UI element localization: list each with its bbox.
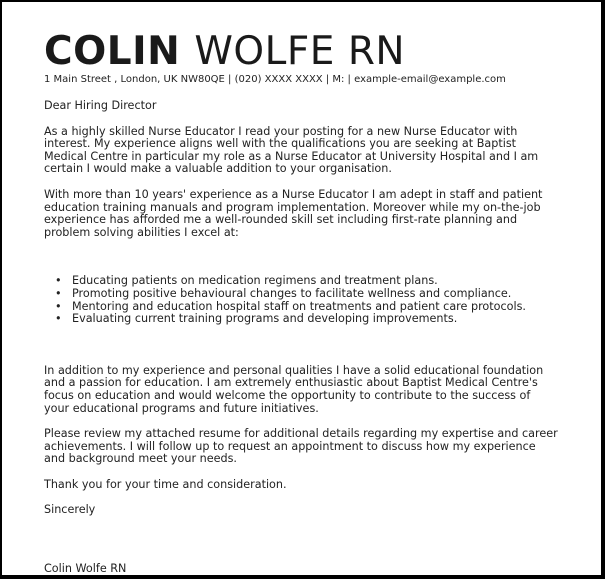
paragraph-intro-1: As a highly skilled Nurse Educator I read your posting for a new Nurse Educator with interest. My experience aligns well with the qualifications you are seeking at Baptist Medical Centre in particular my role as a Nurse Educator at University Hospital and I am certain I would make a valuable addition to your organisation.	[44, 124, 539, 176]
list-item: • Mentoring and education hospital staff on treatments and patient care protocols.	[72, 301, 559, 314]
last-name: WOLFE RN	[194, 29, 406, 74]
skills-list	[44, 275, 559, 325]
first-name: COLIN	[44, 29, 181, 74]
closing: Sincerely	[44, 503, 96, 517]
paragraph-outro-2: Please review my attached resume for additional details regarding my expertise and career achievements. I will follow up to request an appointment to discuss how my experience and background meet your needs.	[44, 427, 558, 466]
list-item: • Promoting positive behavioural changes to facilitate wellness and compliance.	[72, 288, 559, 301]
letter-page	[2, 2, 601, 575]
applicant-name	[44, 29, 559, 74]
signature: Colin Wolfe RN	[44, 562, 127, 576]
letter-body	[44, 100, 559, 576]
paragraph-outro-1: In addition to my experience and personal qualities I have a solid educational foundation and a passion for education. I am extremely enthusiastic about Baptist Medical Centre's focus on education and would welcome the opportunity to contribute to the success of your educational programs and future initiatives.	[44, 363, 544, 415]
list-item: • Educating patients on medication regimens and treatment plans.	[72, 275, 559, 288]
paragraph-intro-2: With more than 10 years' experience as a Nurse Educator I am adept in staff and patient education training manuals and program implementation. Moreover while my on-the-job experience has afforded me a well-rounded skill set including first-rate planning and problem solving abilities I excel at:	[44, 187, 543, 239]
list-item: • Evaluating current training programs and developing improvements.	[72, 313, 559, 326]
contact-line: 1 Main Street , London, UK NW80QE | (020) XXXX XXXX | M: | example-email@example.com	[44, 74, 506, 85]
salutation: Dear Hiring Director	[44, 99, 157, 112]
paragraph-thanks: Thank you for your time and consideration.	[44, 477, 287, 491]
